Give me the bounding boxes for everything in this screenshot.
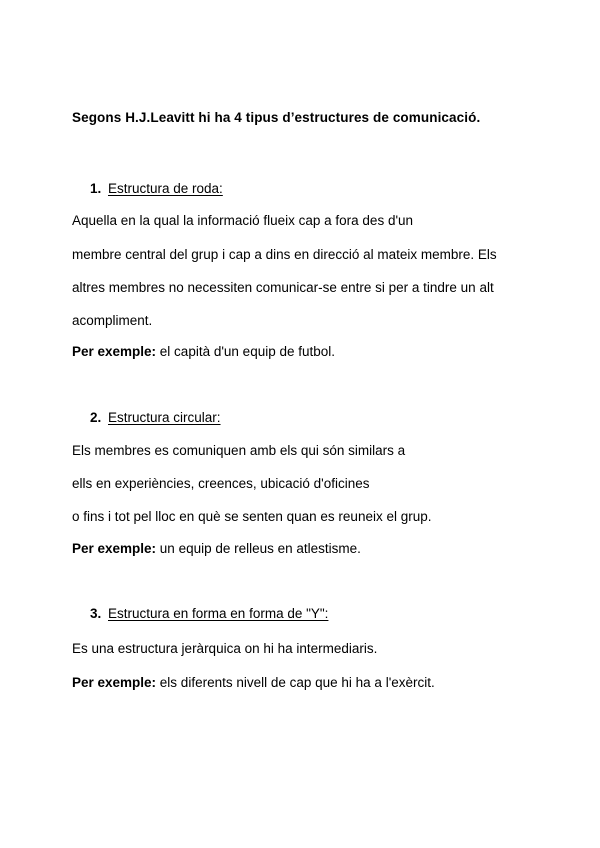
example-text: un equip de relleus en atlestisme. <box>156 541 361 556</box>
paragraph-line: acompliment. <box>72 313 153 328</box>
paragraph-line: Es una estructura jeràrquica on hi ha intermediaris. <box>72 641 378 656</box>
section-number: 2. <box>90 410 102 425</box>
example-label: Per exemple: <box>72 344 157 359</box>
section-title: Estructura circular: <box>108 410 221 425</box>
example-line-3 <box>72 675 435 690</box>
section-number: 3. <box>90 606 102 621</box>
example-text: els diferents nivell de cap que hi ha a l'exèrcit. <box>156 675 435 690</box>
example-text: el capità d'un equip de futbol. <box>156 344 336 359</box>
section-title: Estructura de roda: <box>108 181 223 196</box>
document-title: Segons H.J.Leavitt hi ha 4 tipus d’estructures de comunicació. <box>72 110 481 125</box>
example-line-1 <box>72 344 335 359</box>
paragraph-line: Aquella en la qual la informació flueix cap a fora des d'un <box>72 213 414 228</box>
example-label: Per exemple: <box>72 541 157 556</box>
paragraph-line: Els membres es comuniquen amb els qui són similars a <box>72 443 406 458</box>
paragraph-line: o fins i tot pel lloc en què se senten quan es reuneix el grup. <box>72 509 432 524</box>
example-label: Per exemple: <box>72 675 157 690</box>
example-line-2 <box>72 541 361 556</box>
section-heading-2 <box>90 410 221 425</box>
paragraph-line: altres membres no necessiten comunicar-se entre si per a tindre un alt <box>72 280 494 295</box>
section-heading-1 <box>90 181 223 196</box>
section-number: 1. <box>90 181 102 196</box>
paragraph-line: membre central del grup i cap a dins en direcció al mateix membre. Els <box>72 247 497 262</box>
section-heading-3 <box>90 606 328 621</box>
paragraph-line: ells en experiències, creences, ubicació d'oficines <box>72 476 370 491</box>
section-title: Estructura en forma en forma de "Y": <box>108 606 329 621</box>
